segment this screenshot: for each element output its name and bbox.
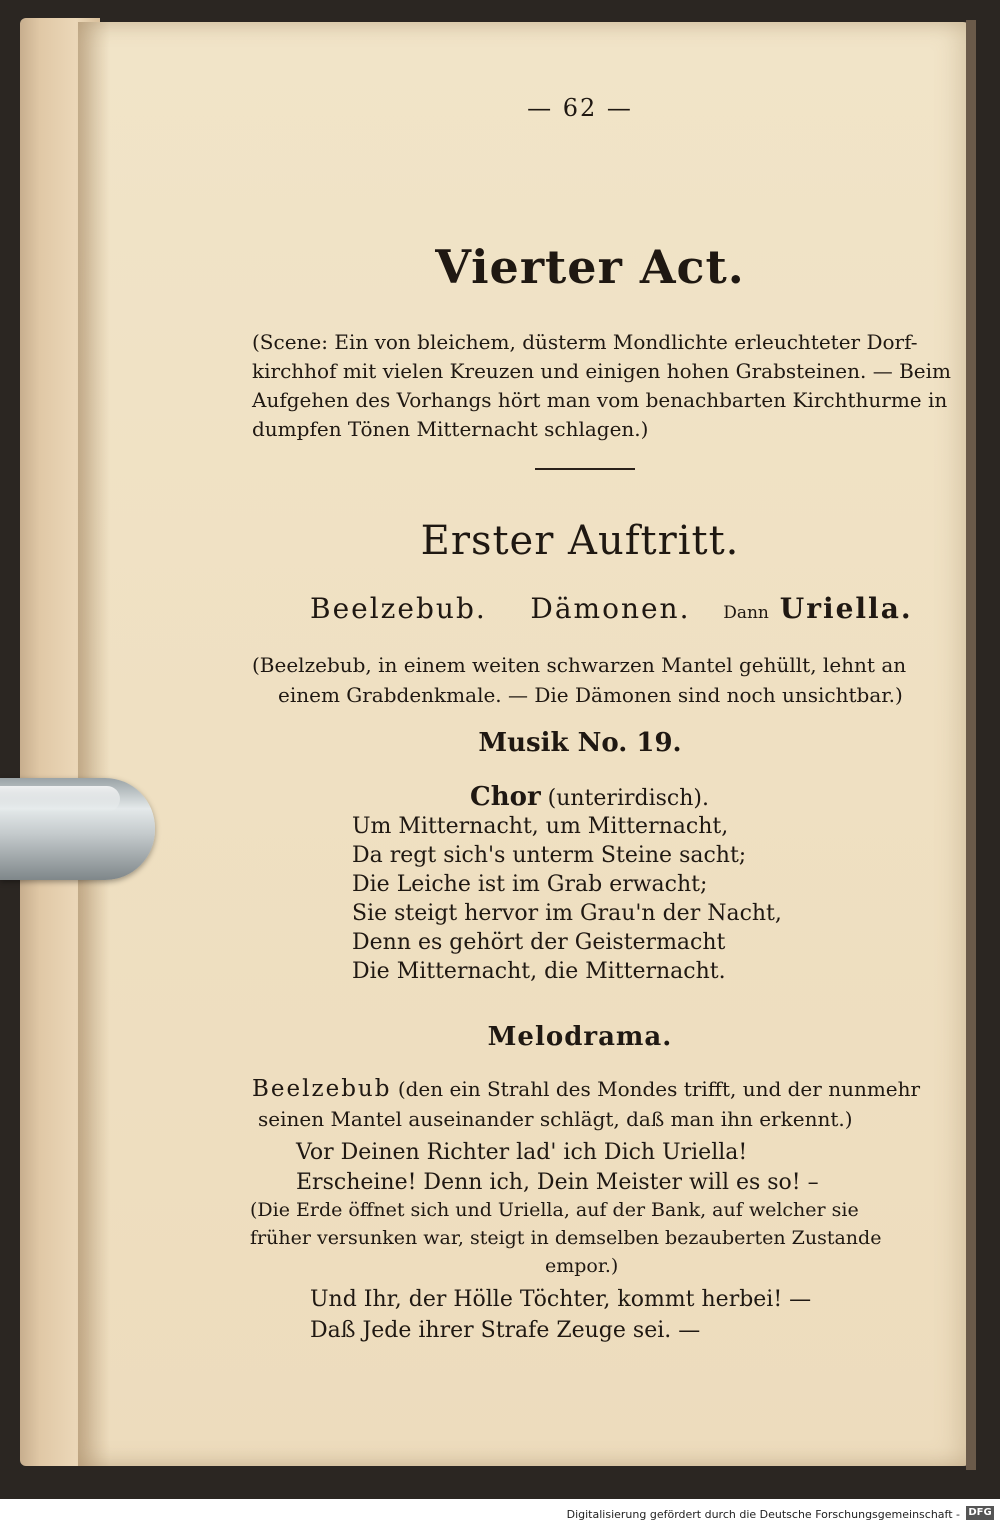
speaker-name: Beelzebub [252, 1076, 392, 1102]
melodrama-heading: Melodrama. [487, 1022, 673, 1052]
verse-line: Um Mitternacht, um Mitternacht, [352, 814, 729, 839]
character-daemonen: Dämonen. [530, 592, 691, 625]
page-clip-highlight [0, 786, 120, 812]
chor-heading [470, 782, 709, 812]
stage-direction-line: (Die Erde öffnet sich und Uriella, auf der Bank, auf welcher sie [250, 1199, 859, 1221]
verse-line: Die Mitternacht, die Mitternacht. [352, 959, 726, 984]
chor-label: Chor [470, 782, 541, 812]
verse-line: Sie steigt hervor im Grau'n der Nacht, [352, 901, 782, 926]
speaker-direction: (den ein Strahl des Mondes trifft, und der nunmehr [397, 1077, 921, 1101]
character-uriella: Uriella. [779, 592, 913, 625]
scene-direction-line: (Scene: Ein von bleichem, düsterm Mondlichte erleuchteter Dorf- [252, 330, 918, 354]
character-dann: Dann [723, 603, 769, 623]
character-beelzebub: Beelzebub. [310, 592, 487, 625]
stage-direction-1 [252, 650, 906, 710]
stage-direction-line: empor.) [545, 1255, 619, 1277]
verse-line: Vor Deinen Richter lad' ich Dich Uriella! [296, 1140, 748, 1165]
stage-direction-2 [250, 1196, 881, 1280]
beelzebub-speech-heading [252, 1074, 920, 1134]
stage-direction-line: früher versunken war, steigt in demselben bezauberten Zustande [250, 1227, 882, 1249]
verse-line: Und Ihr, der Hölle Töchter, kommt herbei! — [310, 1287, 812, 1312]
verse-line: Denn es gehört der Geistermacht [352, 930, 726, 955]
character-list [310, 592, 913, 625]
scene-direction-line: Aufgehen des Vorhangs hört man vom benachbarten Kirchthurme in [252, 388, 948, 412]
footer-credit: Digitalisierung gefördert durch die Deutsche Forschungsgemeinschaft - [566, 1508, 960, 1521]
verse-line: Erscheine! Denn ich, Dein Meister will es so! – [296, 1170, 819, 1195]
chor-verse [352, 812, 782, 986]
verse-line: Da regt sich's unterm Steine sacht; [352, 843, 747, 868]
stage-direction-line: (Beelzebub, in einem weiten schwarzen Mantel gehüllt, lehnt an [252, 653, 907, 677]
dfg-logo: DFG [966, 1506, 994, 1520]
music-number: Musik No. 19. [478, 728, 682, 758]
stage-direction-line: einem Grabdenkmale. — Die Dämonen sind noch unsichtbar.) [278, 683, 903, 707]
speaker-direction-cont: seinen Mantel auseinander schlägt, daß man ihn erkennt.) [258, 1107, 853, 1131]
section-divider [535, 468, 635, 470]
final-verse [310, 1284, 811, 1346]
verse-line: Die Leiche ist im Grab erwacht; [352, 872, 708, 897]
scene-direction-line: kirchhof mit vielen Kreuzen und einigen hohen Grabsteinen. — Beim [252, 359, 951, 383]
scene-title: Erster Auftritt. [420, 518, 740, 564]
chor-note: (unterirdisch). [547, 786, 709, 811]
beelzebub-verse [296, 1138, 819, 1198]
scene-direction-line: dumpfen Tönen Mitternacht schlagen.) [252, 417, 649, 441]
verse-line: Daß Jede ihrer Strafe Zeuge sei. — [310, 1318, 701, 1343]
act-title: Vierter Act. [435, 240, 745, 294]
page-number: — 62 — [527, 94, 633, 122]
scene-direction [252, 328, 951, 444]
